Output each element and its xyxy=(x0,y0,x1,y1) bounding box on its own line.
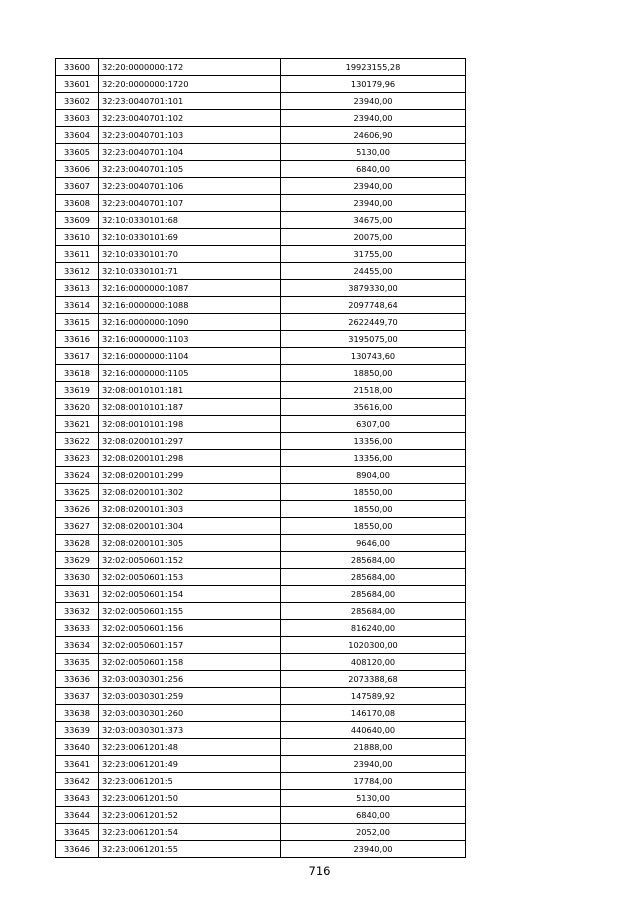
table-row xyxy=(56,637,466,654)
row-number: 33643 xyxy=(56,790,99,807)
table-row xyxy=(56,246,466,263)
row-number: 33630 xyxy=(56,569,99,586)
cadastral-value: 147589,92 xyxy=(281,688,466,705)
cadastral-number: 32:03:0030301:373 xyxy=(99,722,281,739)
cadastral-number: 32:02:0050601:156 xyxy=(99,620,281,637)
cadastral-value: 408120,00 xyxy=(281,654,466,671)
cadastral-value: 21518,00 xyxy=(281,382,466,399)
table-row xyxy=(56,348,466,365)
row-number: 33622 xyxy=(56,433,99,450)
cadastral-number: 32:10:0330101:68 xyxy=(99,212,281,229)
table-row xyxy=(56,212,466,229)
table-row xyxy=(56,399,466,416)
cadastral-value: 816240,00 xyxy=(281,620,466,637)
cadastral-number: 32:08:0200101:297 xyxy=(99,433,281,450)
table-row xyxy=(56,569,466,586)
cadastral-number: 32:23:0061201:54 xyxy=(99,824,281,841)
row-number: 33628 xyxy=(56,535,99,552)
cadastral-number: 32:16:0000000:1104 xyxy=(99,348,281,365)
cadastral-number: 32:08:0200101:304 xyxy=(99,518,281,535)
cadastral-number: 32:23:0061201:49 xyxy=(99,756,281,773)
cadastral-value: 130743,60 xyxy=(281,348,466,365)
row-number: 33631 xyxy=(56,586,99,603)
table-row xyxy=(56,467,466,484)
cadastral-number: 32:16:0000000:1105 xyxy=(99,365,281,382)
cadastral-value: 2097748,64 xyxy=(281,297,466,314)
cadastral-number: 32:03:0030301:260 xyxy=(99,705,281,722)
cadastral-number: 32:08:0200101:303 xyxy=(99,501,281,518)
cadastral-value: 3879330,00 xyxy=(281,280,466,297)
cadastral-value: 23940,00 xyxy=(281,93,466,110)
row-number: 33624 xyxy=(56,467,99,484)
row-number: 33607 xyxy=(56,178,99,195)
cadastral-number: 32:23:0040701:107 xyxy=(99,195,281,212)
table-row xyxy=(56,331,466,348)
table-row xyxy=(56,178,466,195)
cadastral-number: 32:08:0200101:299 xyxy=(99,467,281,484)
row-number: 33600 xyxy=(56,59,99,76)
cadastral-value: 18550,00 xyxy=(281,518,466,535)
page-number: 716 xyxy=(308,864,331,878)
row-number: 33636 xyxy=(56,671,99,688)
cadastral-value: 13356,00 xyxy=(281,433,466,450)
cadastral-number: 32:08:0200101:305 xyxy=(99,535,281,552)
cadastral-number: 32:23:0040701:106 xyxy=(99,178,281,195)
row-number: 33605 xyxy=(56,144,99,161)
table-row xyxy=(56,535,466,552)
cadastral-number: 32:23:0040701:101 xyxy=(99,93,281,110)
row-number: 33642 xyxy=(56,773,99,790)
cadastral-number: 32:23:0061201:55 xyxy=(99,841,281,858)
row-number: 33613 xyxy=(56,280,99,297)
row-number: 33602 xyxy=(56,93,99,110)
cadastral-value: 9646,00 xyxy=(281,535,466,552)
cadastral-number: 32:23:0061201:50 xyxy=(99,790,281,807)
cadastral-value: 130179,96 xyxy=(281,76,466,93)
cadastral-number: 32:20:0000000:1720 xyxy=(99,76,281,93)
row-number: 33646 xyxy=(56,841,99,858)
table-row xyxy=(56,93,466,110)
table-row xyxy=(56,603,466,620)
cadastral-number: 32:02:0050601:153 xyxy=(99,569,281,586)
cadastral-number: 32:23:0040701:104 xyxy=(99,144,281,161)
cadastral-value: 5130,00 xyxy=(281,144,466,161)
cadastral-value: 24606,90 xyxy=(281,127,466,144)
table-row xyxy=(56,314,466,331)
cadastral-number: 32:02:0050601:152 xyxy=(99,552,281,569)
row-number: 33620 xyxy=(56,399,99,416)
table-row xyxy=(56,773,466,790)
row-number: 33629 xyxy=(56,552,99,569)
table-row xyxy=(56,280,466,297)
cadastral-value: 6307,00 xyxy=(281,416,466,433)
cadastral-value: 2073388,68 xyxy=(281,671,466,688)
table-row xyxy=(56,518,466,535)
cadastral-value: 6840,00 xyxy=(281,161,466,178)
cadastral-number: 32:16:0000000:1090 xyxy=(99,314,281,331)
row-number: 33625 xyxy=(56,484,99,501)
cadastral-number: 32:23:0061201:48 xyxy=(99,739,281,756)
cadastral-number: 32:23:0061201:52 xyxy=(99,807,281,824)
cadastral-value: 23940,00 xyxy=(281,178,466,195)
row-number: 33618 xyxy=(56,365,99,382)
row-number: 33606 xyxy=(56,161,99,178)
table-row xyxy=(56,76,466,93)
cadastral-value: 21888,00 xyxy=(281,739,466,756)
cadastral-number: 32:08:0010101:198 xyxy=(99,416,281,433)
row-number: 33640 xyxy=(56,739,99,756)
table-row xyxy=(56,144,466,161)
cadastral-number: 32:23:0061201:5 xyxy=(99,773,281,790)
table-row xyxy=(56,416,466,433)
cadastral-value: 440640,00 xyxy=(281,722,466,739)
cadastral-number: 32:10:0330101:71 xyxy=(99,263,281,280)
row-number: 33623 xyxy=(56,450,99,467)
table-row xyxy=(56,790,466,807)
cadastral-value: 5130,00 xyxy=(281,790,466,807)
cadastral-value: 1020300,00 xyxy=(281,637,466,654)
cadastral-value: 35616,00 xyxy=(281,399,466,416)
table-row xyxy=(56,297,466,314)
row-number: 33615 xyxy=(56,314,99,331)
row-number: 33619 xyxy=(56,382,99,399)
row-number: 33641 xyxy=(56,756,99,773)
cadastral-number: 32:02:0050601:158 xyxy=(99,654,281,671)
row-number: 33601 xyxy=(56,76,99,93)
row-number: 33617 xyxy=(56,348,99,365)
cadastral-value: 3195075,00 xyxy=(281,331,466,348)
cadastral-value: 17784,00 xyxy=(281,773,466,790)
cadastral-value: 34675,00 xyxy=(281,212,466,229)
table-row xyxy=(56,110,466,127)
cadastral-value: 285684,00 xyxy=(281,569,466,586)
cadastral-number: 32:10:0330101:70 xyxy=(99,246,281,263)
row-number: 33603 xyxy=(56,110,99,127)
cadastral-value: 285684,00 xyxy=(281,603,466,620)
cadastral-value: 285684,00 xyxy=(281,586,466,603)
table-row xyxy=(56,484,466,501)
cadastral-number: 32:10:0330101:69 xyxy=(99,229,281,246)
table-row xyxy=(56,195,466,212)
cadastral-number: 32:16:0000000:1087 xyxy=(99,280,281,297)
cadastral-number: 32:03:0030301:256 xyxy=(99,671,281,688)
table-row xyxy=(56,552,466,569)
table-row xyxy=(56,824,466,841)
table-row xyxy=(56,263,466,280)
table-row xyxy=(56,229,466,246)
table-row xyxy=(56,841,466,858)
row-number: 33609 xyxy=(56,212,99,229)
table-row xyxy=(56,688,466,705)
cadastral-number: 32:02:0050601:155 xyxy=(99,603,281,620)
cadastral-value: 6840,00 xyxy=(281,807,466,824)
table-row xyxy=(56,365,466,382)
cadastral-number: 32:03:0030301:259 xyxy=(99,688,281,705)
table-body xyxy=(56,59,466,858)
row-number: 33610 xyxy=(56,229,99,246)
cadastral-number: 32:02:0050601:154 xyxy=(99,586,281,603)
cadastral-value: 2052,00 xyxy=(281,824,466,841)
cadastral-value: 23940,00 xyxy=(281,756,466,773)
row-number: 33645 xyxy=(56,824,99,841)
cadastral-value: 23940,00 xyxy=(281,110,466,127)
row-number: 33634 xyxy=(56,637,99,654)
table-row xyxy=(56,722,466,739)
cadastral-value: 18550,00 xyxy=(281,484,466,501)
table-row xyxy=(56,807,466,824)
cadastral-value: 23940,00 xyxy=(281,841,466,858)
cadastral-value: 285684,00 xyxy=(281,552,466,569)
cadastral-number: 32:08:0200101:302 xyxy=(99,484,281,501)
table-row xyxy=(56,654,466,671)
table-row xyxy=(56,450,466,467)
row-number: 33632 xyxy=(56,603,99,620)
row-number: 33616 xyxy=(56,331,99,348)
table-row xyxy=(56,382,466,399)
row-number: 33611 xyxy=(56,246,99,263)
cadastral-value: 13356,00 xyxy=(281,450,466,467)
cadastral-number: 32:08:0010101:187 xyxy=(99,399,281,416)
table-row xyxy=(56,127,466,144)
cadastral-number: 32:16:0000000:1088 xyxy=(99,297,281,314)
row-number: 33637 xyxy=(56,688,99,705)
table-row xyxy=(56,756,466,773)
table-row xyxy=(56,433,466,450)
cadastral-number: 32:08:0010101:181 xyxy=(99,382,281,399)
cadastral-number: 32:23:0040701:103 xyxy=(99,127,281,144)
cadastral-number: 32:23:0040701:105 xyxy=(99,161,281,178)
table-row xyxy=(56,586,466,603)
table-row xyxy=(56,705,466,722)
row-number: 33635 xyxy=(56,654,99,671)
row-number: 33638 xyxy=(56,705,99,722)
table-row xyxy=(56,739,466,756)
cadastral-value-table xyxy=(55,58,466,858)
row-number: 33639 xyxy=(56,722,99,739)
cadastral-number: 32:20:0000000:172 xyxy=(99,59,281,76)
cadastral-value: 19923155,28 xyxy=(281,59,466,76)
cadastral-value: 24455,00 xyxy=(281,263,466,280)
cadastral-number: 32:02:0050601:157 xyxy=(99,637,281,654)
cadastral-value: 18550,00 xyxy=(281,501,466,518)
cadastral-value: 8904,00 xyxy=(281,467,466,484)
cadastral-value: 31755,00 xyxy=(281,246,466,263)
row-number: 33626 xyxy=(56,501,99,518)
cadastral-value: 23940,00 xyxy=(281,195,466,212)
cadastral-number: 32:23:0040701:102 xyxy=(99,110,281,127)
cadastral-value: 18850,00 xyxy=(281,365,466,382)
row-number: 33608 xyxy=(56,195,99,212)
cadastral-number: 32:08:0200101:298 xyxy=(99,450,281,467)
row-number: 33633 xyxy=(56,620,99,637)
table-row xyxy=(56,671,466,688)
cadastral-value: 146170,08 xyxy=(281,705,466,722)
row-number: 33612 xyxy=(56,263,99,280)
row-number: 33604 xyxy=(56,127,99,144)
row-number: 33644 xyxy=(56,807,99,824)
row-number: 33621 xyxy=(56,416,99,433)
table-row xyxy=(56,501,466,518)
table-row xyxy=(56,161,466,178)
cadastral-value: 2622449,70 xyxy=(281,314,466,331)
row-number: 33614 xyxy=(56,297,99,314)
table-row xyxy=(56,620,466,637)
cadastral-number: 32:16:0000000:1103 xyxy=(99,331,281,348)
cadastral-value: 20075,00 xyxy=(281,229,466,246)
table-row xyxy=(56,59,466,76)
row-number: 33627 xyxy=(56,518,99,535)
